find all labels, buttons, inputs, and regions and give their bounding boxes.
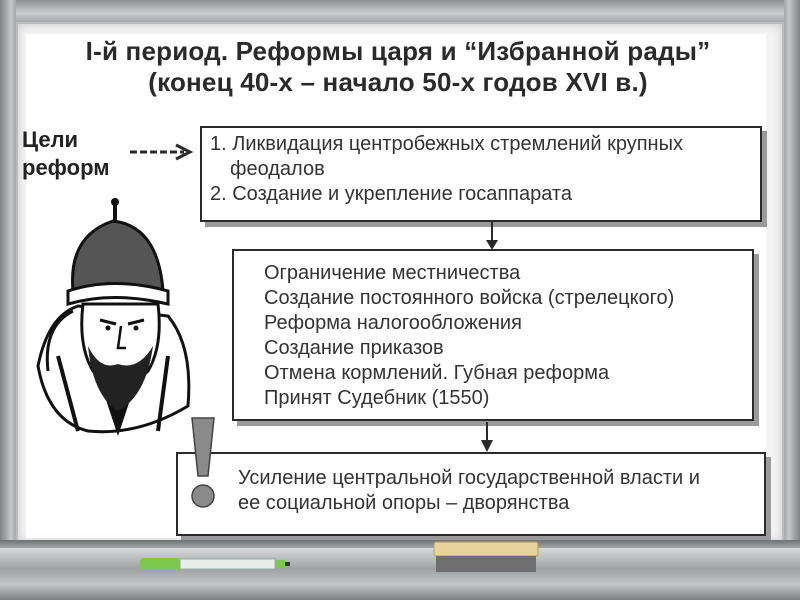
reform-item: Отмена кормлений. Губная реформа xyxy=(264,362,610,384)
reform-item: Создание постоянного войска (стрелецкого) xyxy=(264,287,675,309)
goal-item: феодалов xyxy=(230,158,325,180)
goals-box xyxy=(200,126,762,222)
whiteboard-tray xyxy=(0,548,800,600)
goal-item: 2. Создание и укрепление госаппарата xyxy=(210,183,572,205)
result-line: ее социальной опоры – дворянства xyxy=(238,492,570,514)
reform-item: Реформа налогообложения xyxy=(264,312,522,334)
reform-item: Создание приказов xyxy=(264,337,444,359)
goal-item: 1. Ликвидация центробежных стремлений крупных xyxy=(210,133,683,155)
goals-label-line-1: Цели xyxy=(22,127,79,152)
result-box xyxy=(176,452,766,536)
reforms-box xyxy=(232,249,754,421)
whiteboard-frame-right xyxy=(784,0,800,600)
reform-item: Принят Судебник (1550) xyxy=(264,387,490,409)
reform-item: Ограничение местничества xyxy=(264,262,521,284)
arrow-down-icon xyxy=(482,222,502,252)
whiteboard-frame-top xyxy=(0,0,800,22)
whiteboard-frame-left xyxy=(0,0,16,600)
title-line-1: I-й период. Реформы царя и “Избранной рады” xyxy=(85,36,711,66)
result-line: Усиление центральной государственной власти и xyxy=(238,467,700,489)
slide-title xyxy=(28,36,768,98)
tsar-portrait-icon xyxy=(18,196,198,446)
arrow-right-icon xyxy=(128,142,198,162)
title-line-2: (конец 40-х – начало 50-х годов XVI в.) xyxy=(148,67,648,97)
marker-icon xyxy=(140,556,290,572)
goals-label xyxy=(22,126,110,182)
eraser-icon xyxy=(432,540,540,574)
arrow-down-icon xyxy=(477,422,497,454)
goals-label-line-2: реформ xyxy=(22,155,110,180)
